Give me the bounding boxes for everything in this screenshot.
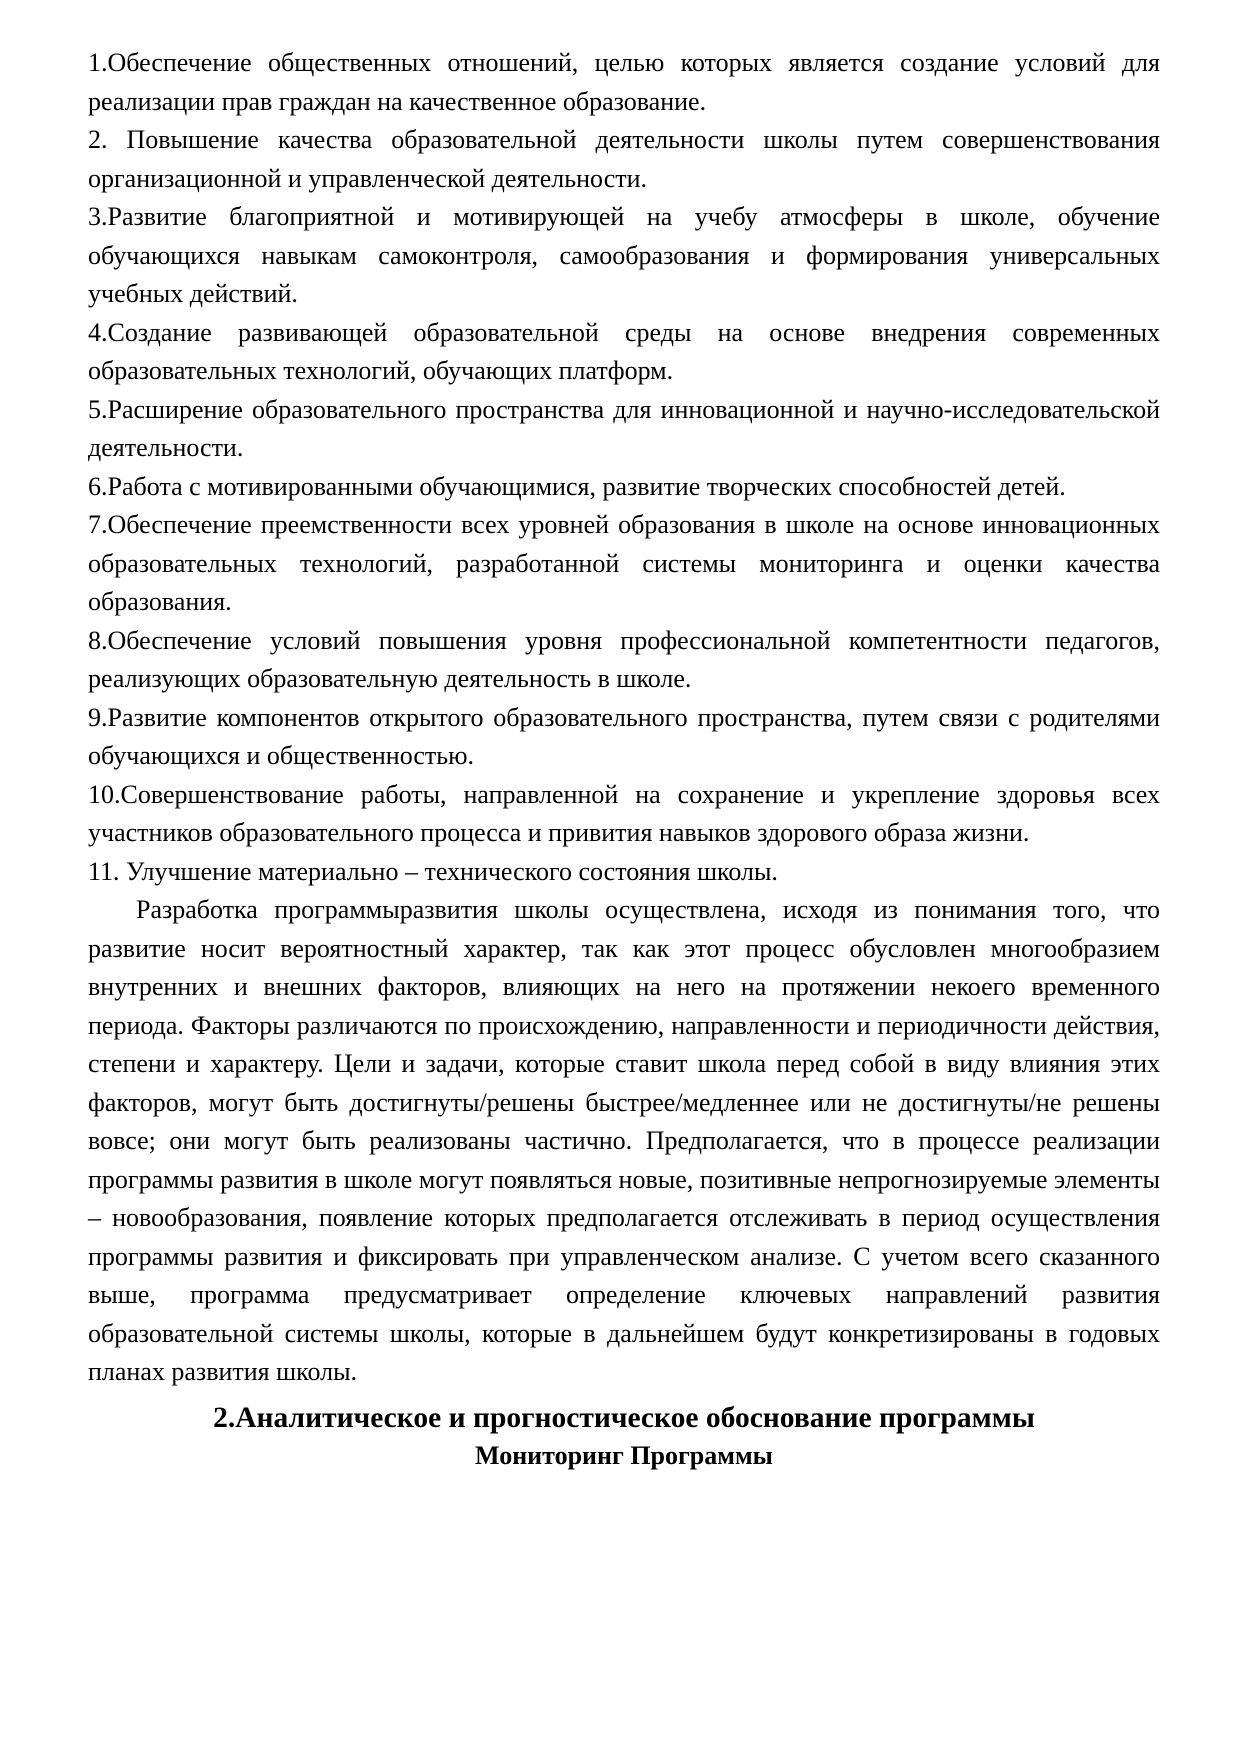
list-item: 2. Повышение качества образовательной деятельности школы путем совершенствования организационной и управленческой деятельности.: [88, 125, 1160, 193]
list-item: 8.Обеспечение условий повышения уровня профессиональной компетентности педагогов, реализующих образовательную деятельность в школе.: [88, 625, 1160, 693]
section-heading: 2.Аналитическое и прогностическое обоснование программы: [213, 1401, 1035, 1434]
list-item: 3.Развитие благоприятной и мотивирующей на учебу атмосферы в школе, обучение обучающихся навыкам самоконтроля, самообразования и формирования универсальных учебных действий.: [88, 202, 1160, 308]
list-item: 11. Улучшение материально – технического состояния школы.: [88, 856, 778, 886]
list-item: 6.Работа с мотивированными обучающимися, развитие творческих способностей детей.: [88, 471, 1066, 501]
list-item: 10.Совершенствование работы, направленной на сохранение и укрепление здоровья всех участников образовательного процесса и привития навыков здорового образа жизни.: [88, 779, 1160, 847]
list-item: 5.Расширение образовательного пространства для инновационной и научно-исследовательской деятельности.: [88, 394, 1160, 462]
list-item: 9.Развитие компонентов открытого образовательного пространства, путем связи с родителями обучающихся и общественностью.: [88, 702, 1160, 770]
subheading: Мониторинг Программы: [475, 1440, 773, 1470]
list-item: 7.Обеспечение преемственности всех уровней образования в школе на основе инновационных образовательных технологий, разработанной системы мониторинга и оценки качества образования.: [88, 510, 1160, 616]
body-paragraph: Разработка программыразвития школы осуществлена, исходя из понимания того, что развитие носит вероятностный характер, так как этот процесс обусловлен многообразием внутренних и внешних факторов, влияющих на него на протяжении некоего временного периода. Факторы различаются по происхождению, направленности и периодичности действия, степени и характеру. Цели и задачи, которые ставит школа перед собой в виду влияния этих факторов, могут быть достигнуты/решены быстрее/медленнее или не достигнуты/не решены вовсе; они могут быть реализованы частично. Предполагается, что в процессе реализации программы развития в школе могут появляться новые, позитивные непрогнозируемые элементы – новообразования, появление которых предполагается отслеживать в период осуществления программы развития и фиксировать при управленческом анализе. С учетом всего сказанного выше, программа предусматривает определение ключевых направлений развития образовательной системы школы, которые в дальнейшем будут конкретизированы в годовых планах развития школы.: [88, 895, 1160, 1386]
list-item: 1.Обеспечение общественных отношений, целью которых является создание условий для реализации прав граждан на качественное образование.: [88, 48, 1160, 116]
document-page: [88, 44, 1160, 1474]
list-item: 4.Создание развивающей образовательной среды на основе внедрения современных образовательных технологий, обучающих платформ.: [88, 317, 1160, 385]
